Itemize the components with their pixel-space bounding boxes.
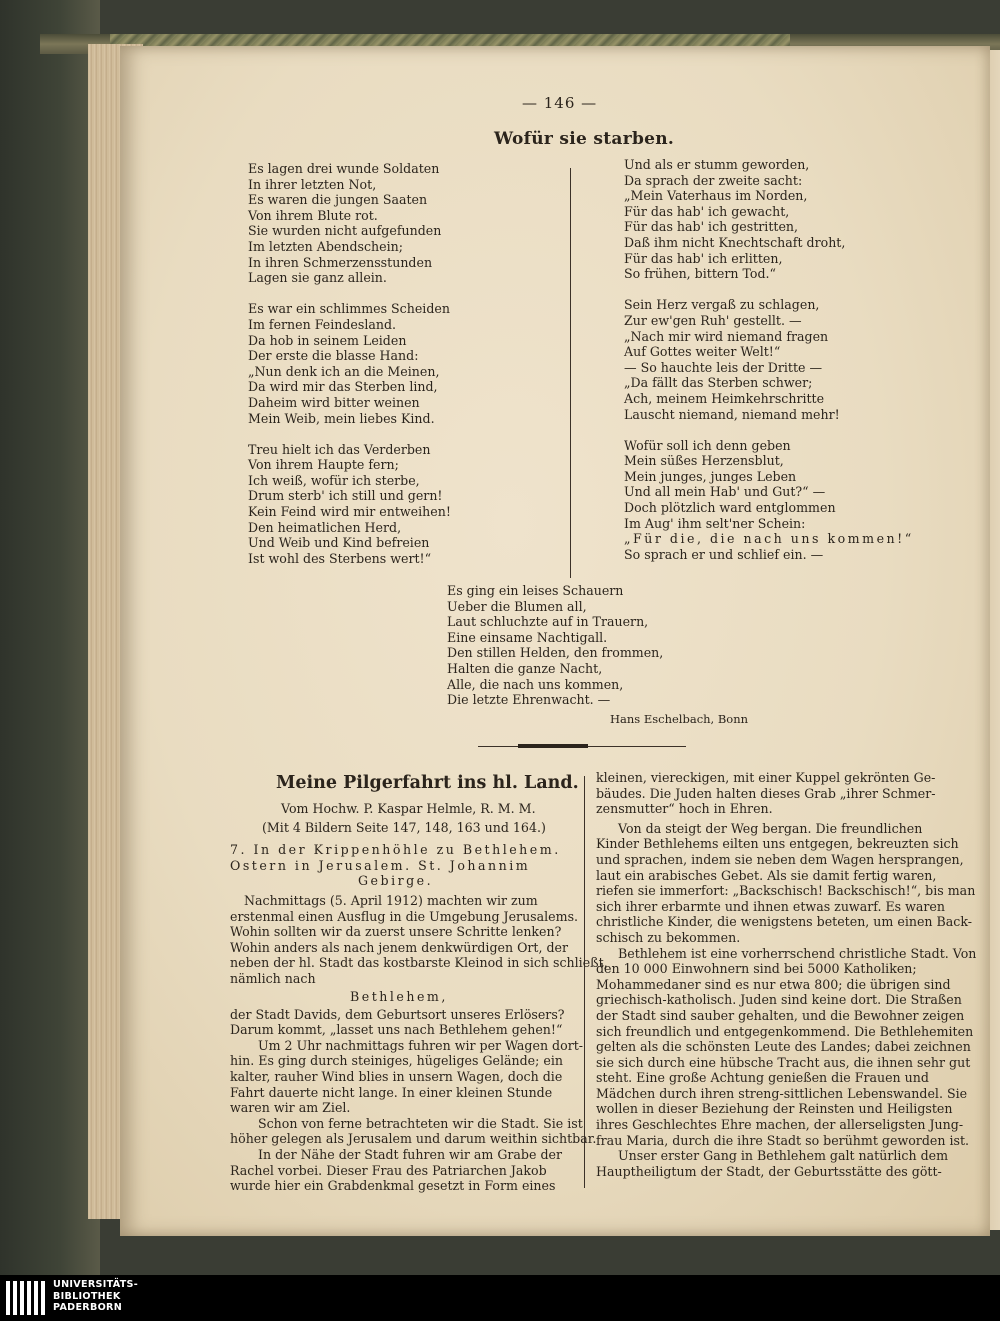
- poem-line: So frühen, bittern Tod.“: [624, 266, 776, 282]
- poem-stanza-2: [248, 301, 451, 426]
- poem-line: Der erste die blasse Hand:: [248, 348, 419, 364]
- text-line: sich freundlich und entgegenkommend. Die Bethlehemiten: [596, 1023, 974, 1039]
- text-line: Kinder Bethlehems eilten uns entgegen, bekreuzten sich: [596, 836, 959, 852]
- text-line: der Stadt sind sauber gehalten, und die Bewohner zeigen: [596, 1007, 965, 1023]
- poem-line: Ich weiß, wofür ich sterbe,: [248, 472, 420, 488]
- poem-line: So sprach er und schlief ein. —: [624, 546, 824, 562]
- article-title: Meine Pilgerfahrt ins hl. Land.: [276, 773, 579, 793]
- text-line: den 10 000 Einwohnern sind bei 5000 Katholiken;: [596, 961, 917, 977]
- text-line: Hauptheiligtum der Stadt, der Geburtsstätte des gött-: [596, 1163, 942, 1179]
- poem-line: Lauscht niemand, niemand mehr!: [624, 406, 840, 422]
- text-line: laut ein arabisches Gebet. Als sie damit fertig waren,: [596, 867, 937, 883]
- library-line: PADERBORN: [53, 1302, 123, 1313]
- poem-line: „Nach mir wird niemand fragen: [624, 328, 829, 344]
- text-line: Nachmittags (5. April 1912) machten wir zum: [244, 893, 538, 908]
- text-line: Wohin sollten wir da zuerst unsere Schritte lenken?: [230, 924, 562, 940]
- poem-line: Zur ew'gen Ruh' gestellt. —: [624, 312, 802, 328]
- poem-line: Treu hielt ich das Verderben: [248, 441, 431, 457]
- library-logo-icon: [6, 1281, 46, 1315]
- poem-author: Hans Eschelbach, Bonn: [610, 712, 749, 726]
- text-line: höher gelegen als Jerusalem und darum weithin sichtbar.: [230, 1131, 597, 1147]
- poem-line: Für das hab' ich erlitten,: [624, 250, 783, 266]
- poem-right-column: [624, 157, 914, 562]
- poem-closing-stanza: [447, 583, 663, 708]
- text-line: waren wir am Ziel.: [230, 1100, 351, 1116]
- text-line: Bethlehem,: [350, 988, 448, 1004]
- text-line: wurde hier ein Grabdenkmal gesetzt in Form eines: [230, 1178, 556, 1194]
- poem-line: Sein Herz vergaß zu schlagen,: [624, 297, 820, 313]
- heading-line: 7. In der Krippenhöhle zu Bethlehem.: [230, 842, 561, 857]
- poem-line: Daß ihm nicht Knechtschaft droht,: [624, 234, 846, 250]
- text-line: sie sich durch eine hübsche Tracht aus, die ihnen sehr gut: [596, 1054, 971, 1070]
- text-line: griechisch-katholisch. Juden sind keine dort. Die Straßen: [596, 992, 962, 1008]
- poem-line: Laut schluchzte auf in Trauern,: [447, 614, 649, 630]
- poem-line: Im letzten Abendschein;: [248, 238, 403, 254]
- poem-line: Ist wohl des Sterbens wert!“: [248, 550, 432, 566]
- text-line: Von da steigt der Weg bergan. Die freundlichen: [618, 820, 923, 836]
- text-line: Bethlehem ist eine vorherrschend christliche Stadt. Von: [618, 945, 977, 961]
- poem-line: Für das hab' ich gewacht,: [624, 203, 790, 219]
- poem-line: Von ihrem Blute rot.: [248, 207, 378, 223]
- poem-line: Ach, meinem Heimkehrschritte: [624, 390, 825, 406]
- poem-line: Da sprach der zweite sacht:: [624, 172, 803, 188]
- article-images-note: (Mit 4 Bildern Seite 147, 148, 163 und 164.): [262, 820, 546, 835]
- poem-line: Wofür soll ich denn geben: [624, 437, 791, 453]
- poem-line: Es ging ein leises Schauern: [447, 583, 624, 598]
- poem-line: Im Aug' ihm selt'ner Schein:: [624, 515, 806, 531]
- poem-line: Und Weib und Kind befreien: [248, 535, 430, 551]
- footer-band: [0, 1275, 1000, 1321]
- poem-line: Es lagen drei wunde Soldaten: [248, 161, 440, 176]
- text-line: hin. Es ging durch steiniges, hügeliges Gelände; ein: [230, 1053, 563, 1069]
- text-line: Unser erster Gang in Bethlehem galt natürlich dem: [618, 1148, 949, 1164]
- poem-line: „Nun denk ich an die Meinen,: [248, 363, 440, 379]
- text-line: Wohin anders als nach jenem denkwürdigen Ort, der: [230, 939, 569, 955]
- poem-line: Im fernen Feindesland.: [248, 316, 397, 332]
- text-line: Schon von ferne betrachteten wir die Stadt. Sie ist: [258, 1115, 583, 1131]
- heading-line: Ostern in Jerusalem. St. Johannim: [230, 857, 531, 873]
- poem-line: Mein Weib, mein liebes Kind.: [248, 410, 435, 426]
- poem-line: Lagen sie ganz allein.: [248, 270, 387, 286]
- text-line: erstenmal einen Ausflug in die Umgebung Jerusalems.: [230, 908, 579, 924]
- book-cover-left: [0, 0, 100, 1275]
- text-line: und sprachen, indem sie neben dem Wagen hersprangen,: [596, 851, 964, 867]
- text-line: zensmutter“ hoch in Ehren.: [596, 801, 773, 817]
- text-line: Um 2 Uhr nachmittags fuhren wir per Wagen dort-: [258, 1037, 584, 1053]
- poem-line: Ueber die Blumen all,: [447, 598, 587, 614]
- poem-line: Es waren die jungen Saaten: [248, 192, 428, 208]
- poem-line: Eine einsame Nachtigall.: [447, 629, 608, 645]
- poem-line spaced-line: „Für die, die nach uns kommen!“: [624, 531, 914, 547]
- poem-line: Mein junges, junges Leben: [624, 468, 797, 484]
- poem-stanza-5: [624, 297, 914, 422]
- text-line: der Stadt Davids, dem Geburtsort unseres Erlösers?: [230, 1006, 565, 1022]
- article-left-column: [230, 893, 608, 1194]
- poem-line: Daheim wird bitter weinen: [248, 394, 420, 410]
- divider-thick: [518, 744, 588, 748]
- poem-line: — So hauchte leis der Dritte —: [624, 359, 823, 375]
- text-line: schisch zu bekommen.: [596, 929, 741, 945]
- article-right-column: [596, 770, 976, 1179]
- poem-line: Da wird mir das Sterben lind,: [248, 379, 438, 395]
- poem-line: Drum sterb' ich still und gern!: [248, 488, 443, 504]
- poem-line: Kein Feind wird mir entweihen!: [248, 504, 451, 520]
- poem-stanza-3: [248, 442, 451, 567]
- poem-line: Mein süßes Herzensblut,: [624, 453, 784, 469]
- poem-line: Die letzte Ehrenwacht. —: [447, 692, 611, 708]
- text-line: neben der hl. Stadt das kostbarste Kleinod in sich schließt,: [230, 955, 608, 971]
- text-line: Darum kommt, „lasset uns nach Bethlehem gehen!“: [230, 1022, 563, 1038]
- poem-line: Und all mein Hab' und Gut?“ —: [624, 484, 826, 500]
- poem-line: Es war ein schlimmes Scheiden: [248, 301, 450, 317]
- poem-line: Und als er stumm geworden,: [624, 157, 810, 172]
- poem-stanza-1: [248, 161, 451, 286]
- text-line: christliche Kinder, die wenigstens beteten, um einen Back-: [596, 914, 973, 930]
- text-line: frau Maria, durch die ihre Stadt so berühmt geworden ist.: [596, 1132, 970, 1148]
- poem-line: Für das hab' ich gestritten,: [624, 219, 799, 235]
- text-line: kleinen, viereckigen, mit einer Kuppel gekrönten Ge-: [596, 770, 936, 785]
- poem-line: Den stillen Helden, den frommen,: [447, 645, 664, 661]
- library-line: BIBLIOTHEK: [53, 1290, 121, 1302]
- poem-line: Halten die ganze Nacht,: [447, 660, 603, 676]
- poem-line: In ihren Schmerzensstunden: [248, 254, 433, 270]
- poem-line: Von ihrem Haupte fern;: [248, 457, 399, 473]
- text-line: Mohammedaner sind es nur etwa 800; die übrigen sind: [596, 976, 951, 992]
- text-line: riefen sie immerfort: „Backschisch! Backschisch!“, bis man: [596, 883, 976, 899]
- text-line: Rachel vorbei. Dieser Frau des Patriarchen Jakob: [230, 1162, 547, 1178]
- poem-line: „Da fällt das Sterben schwer;: [624, 375, 813, 391]
- poem-column-divider: [570, 168, 571, 578]
- divider-thin-right: [588, 746, 686, 747]
- library-name: [53, 1279, 138, 1314]
- poem-line: Alle, die nach uns kommen,: [447, 676, 624, 692]
- text-line: sich ihrer erbarmte und ihnen etwas zuwarf. Es waren: [596, 898, 945, 914]
- text-line: nämlich nach: [230, 970, 316, 986]
- text-line: Fahrt dauerte nicht lange. In einer kleinen Stunde: [230, 1084, 553, 1100]
- text-line: gelten als die schönsten Leute des Landes; dabei zeichnen: [596, 1039, 971, 1055]
- text-line: ihres Geschlechtes Ehre machen, der allerseligsten Jung-: [596, 1117, 964, 1133]
- page-number: — 146 —: [522, 94, 598, 112]
- poem-line: Doch plötzlich ward entglommen: [624, 500, 836, 516]
- poem-line: Da hob in seinem Leiden: [248, 332, 407, 348]
- text-line: kalter, rauher Wind blies in unsern Wagen, doch die: [230, 1068, 563, 1084]
- poem-title: Wofür sie starben.: [494, 129, 675, 149]
- text-line: bäudes. Die Juden halten dieses Grab „ihrer Schmer-: [596, 785, 936, 801]
- poem-line: Auf Gottes weiter Welt!“: [624, 344, 781, 360]
- article-section-heading: [230, 842, 561, 889]
- poem-line: In ihrer letzten Not,: [248, 176, 377, 192]
- poem-stanza-4: [624, 157, 914, 282]
- text-line: In der Nähe der Stadt fuhren wir am Grabe der: [258, 1146, 562, 1162]
- heading-line: Gebirge.: [358, 873, 434, 889]
- poem-stanza-6: [624, 438, 914, 563]
- text-line: wollen in dieser Beziehung der Reinsten und Heiligsten: [596, 1101, 953, 1117]
- text-line: Mädchen durch ihren streng-sittlichen Lebenswandel. Sie: [596, 1085, 968, 1101]
- article-byline: Vom Hochw. P. Kaspar Helmle, R. M. M.: [281, 801, 536, 816]
- library-line: UNIVERSITÄTS-: [53, 1279, 139, 1290]
- divider-thin-left: [478, 746, 518, 747]
- poem-line: „Mein Vaterhaus im Norden,: [624, 188, 808, 204]
- poem-line: Den heimatlichen Herd,: [248, 519, 402, 535]
- poem-left-column: [248, 161, 451, 566]
- poem-line: Sie wurden nicht aufgefunden: [248, 223, 442, 239]
- text-line: steht. Eine große Achtung genießen die Frauen und: [596, 1070, 929, 1086]
